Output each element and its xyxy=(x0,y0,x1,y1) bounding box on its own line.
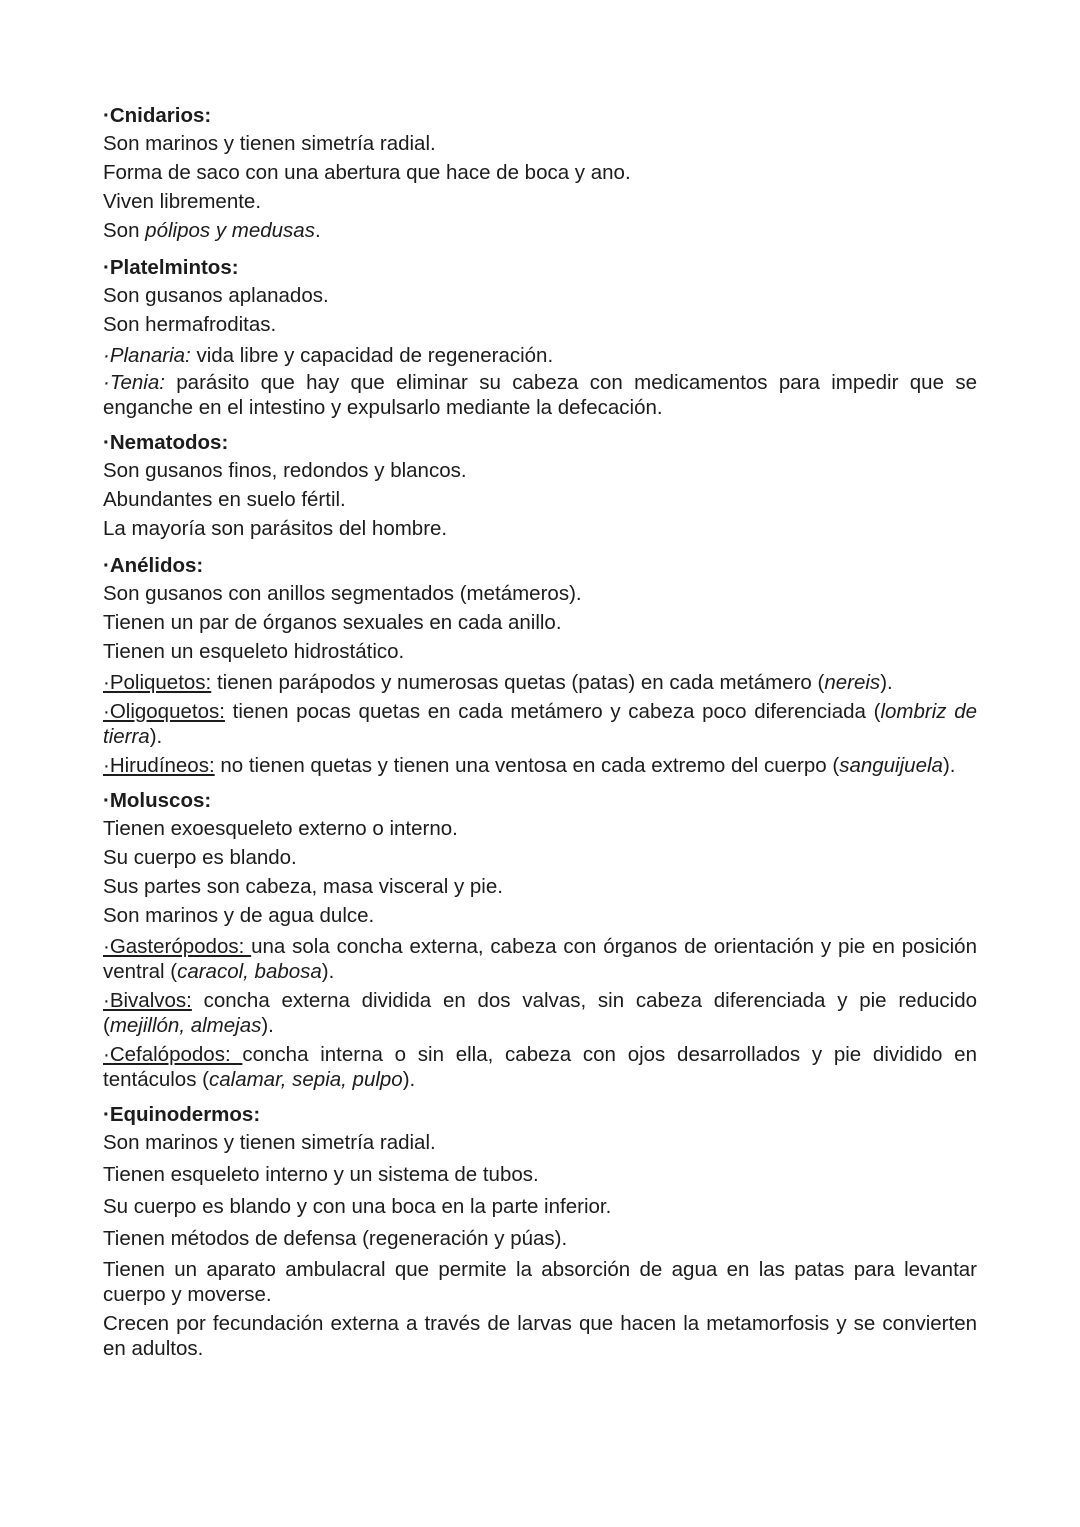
notes-page xyxy=(103,102,977,1370)
text-suffix: ). xyxy=(149,725,163,748)
text-line: Son gusanos finos, redondos y blancos. xyxy=(103,459,467,482)
text-line xyxy=(103,216,977,245)
text-line: Tienen un esqueleto hidrostático. xyxy=(103,640,405,663)
text-suffix: ). xyxy=(261,1014,274,1037)
italic-example: calamar, sepia, pulpo xyxy=(208,1068,403,1091)
subtype-text: vida libre y capacidad de regeneración. xyxy=(190,344,554,367)
text-paragraph: Crecen por fecundación externa a través de larvas que hacen la metamorfosis y se convierten en adultos. xyxy=(103,1312,977,1360)
section-title: ·Anélidos: xyxy=(103,554,204,577)
text-suffix: ). xyxy=(402,1068,416,1091)
text-line: La mayoría son parásitos del hombre. xyxy=(103,517,448,540)
italic-example: pólipos y medusas xyxy=(145,219,315,242)
subtype-label: ·Planaria: xyxy=(103,344,191,367)
text-line: Sus partes son cabeza, masa visceral y pie. xyxy=(103,875,503,898)
text-line: Tienen exoesqueleto externo o interno. xyxy=(103,817,458,840)
subtype-text: tienen pocas quetas en cada metámero y cabeza poco diferenciada ( xyxy=(224,700,881,723)
text-line: Tienen métodos de defensa (regeneración y púas). xyxy=(103,1227,568,1250)
text-line: Forma de saco con una abertura que hace de boca y ano. xyxy=(103,161,631,184)
text-line: Son marinos y tienen simetría radial. xyxy=(103,1131,436,1154)
subtype-label: ·Poliquetos: xyxy=(103,671,212,694)
subtype-hirudineos xyxy=(103,753,977,778)
text-line: Son gusanos aplanados. xyxy=(103,284,329,307)
text-suffix: ). xyxy=(321,960,335,983)
subtype-cefalopodos xyxy=(103,1042,977,1092)
section-anelidos xyxy=(103,552,977,778)
subtype-label: ·Hirudíneos: xyxy=(103,754,215,777)
section-equinodermos xyxy=(103,1101,977,1361)
text-prefix: Son xyxy=(103,219,146,242)
subtype-oligoquetos xyxy=(103,699,977,749)
section-nematodos xyxy=(103,429,977,543)
text-suffix: . xyxy=(314,219,321,242)
section-title: ·Moluscos: xyxy=(103,789,212,812)
subtype-label: ·Oligoquetos: xyxy=(103,700,225,723)
subtype-planaria xyxy=(103,343,977,368)
subtype-poliquetos xyxy=(103,670,977,695)
text-line: Son hermafroditas. xyxy=(103,313,277,336)
subtype-text: concha interna o sin ella, cabeza con ojos desarrollados y pie dividido en tentáculos ( xyxy=(103,1043,977,1091)
section-moluscos xyxy=(103,787,977,1092)
section-title: ·Platelmintos: xyxy=(103,256,239,279)
text-suffix: ). xyxy=(942,754,956,777)
subtype-gasteropodos xyxy=(103,934,977,984)
subtype-bivalvos xyxy=(103,988,977,1038)
subtype-text: concha externa dividida en dos valvas, sin cabeza diferenciada y pie reducido ( xyxy=(103,989,977,1037)
text-line: Tienen un par de órganos sexuales en cada anillo. xyxy=(103,611,562,634)
subtype-label: ·Tenia: xyxy=(103,371,165,394)
subtype-label: ·Cefalópodos: xyxy=(103,1043,243,1066)
section-cnidarios xyxy=(103,102,977,245)
text-paragraph: Tienen un aparato ambulacral que permite la absorción de agua en las patas para levantar cuerpo y moverse. xyxy=(103,1258,977,1306)
text-line: Son marinos y tienen simetría radial. xyxy=(103,132,436,155)
text-line: Son gusanos con anillos segmentados (metámeros). xyxy=(103,582,582,605)
text-line: Son marinos y de agua dulce. xyxy=(103,904,375,927)
italic-example: caracol, babosa xyxy=(177,960,322,983)
italic-example: lombriz de tierra xyxy=(103,700,978,748)
section-title: ·Nematodos: xyxy=(103,431,229,454)
text-line: Tienen esqueleto interno y un sistema de tubos. xyxy=(103,1163,539,1186)
italic-example: nereis xyxy=(824,671,881,694)
subtype-label: ·Gasterópodos: xyxy=(103,935,252,958)
subtype-tenia xyxy=(103,370,977,420)
section-title: ·Equinodermos: xyxy=(103,1103,261,1126)
italic-example: sanguijuela xyxy=(839,754,943,777)
subtype-label: ·Bivalvos: xyxy=(103,989,192,1012)
italic-example: mejillón, almejas xyxy=(109,1014,262,1037)
subtype-text: parásito que hay que eliminar su cabeza con medicamentos para impedir que se enganche en el intestino y expulsarlo mediante la defecación. xyxy=(103,371,977,419)
subtype-text: tienen parápodos y numerosas quetas (patas) en cada metámero ( xyxy=(211,671,825,694)
text-line: Viven libremente. xyxy=(103,190,262,213)
subtype-text: una sola concha externa, cabeza con órganos de orientación y pie en posición ventral ( xyxy=(103,935,977,983)
section-title: ·Cnidarios: xyxy=(103,104,212,127)
subtype-text: no tienen quetas y tienen una ventosa en cada extremo del cuerpo ( xyxy=(214,754,840,777)
text-line: Abundantes en suelo fértil. xyxy=(103,488,346,511)
text-line: Su cuerpo es blando. xyxy=(103,846,297,869)
text-suffix: ). xyxy=(880,671,893,694)
section-platelmintos xyxy=(103,254,977,420)
text-line: Su cuerpo es blando y con una boca en la parte inferior. xyxy=(103,1195,612,1218)
